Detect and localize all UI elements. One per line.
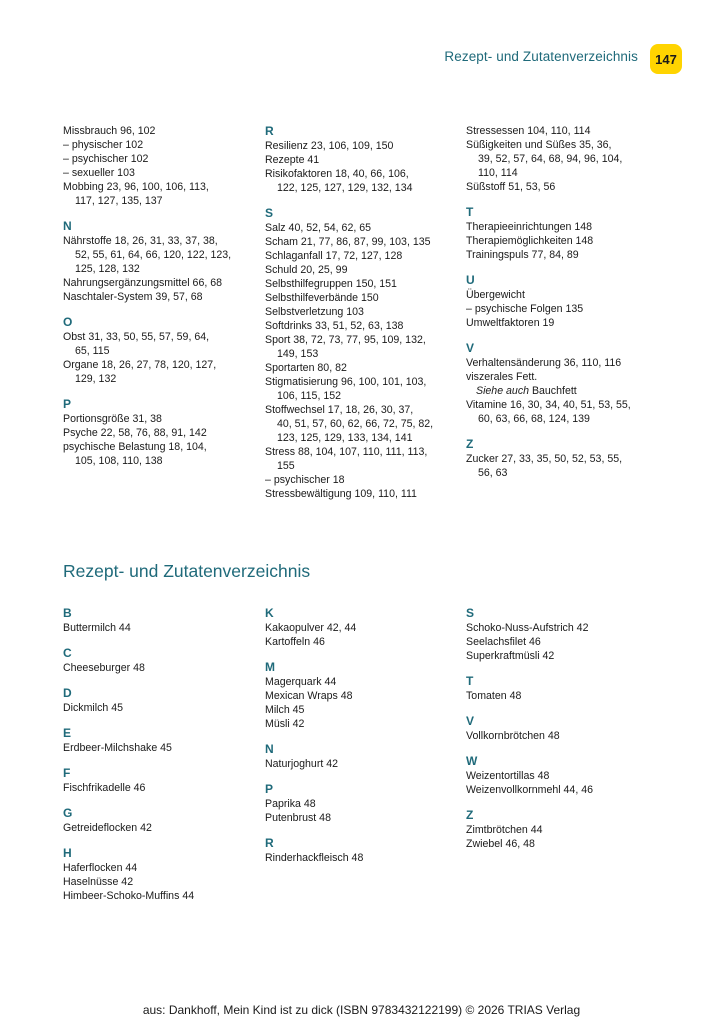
index-entry: Stigmatisierung 96, 100, 101, 103, xyxy=(265,376,427,388)
index-letter-heading: P xyxy=(265,782,274,796)
index-entry-continuation: 117, 127, 135, 137 xyxy=(75,195,163,207)
index-entry: Kakaopulver 42, 44 xyxy=(265,622,357,634)
index-entry: Weizenvollkornmehl 44, 46 xyxy=(466,784,593,796)
index-letter-heading: Z xyxy=(466,808,474,822)
index-see-also xyxy=(466,384,661,398)
index-entry: Nährstoffe 18, 26, 31, 33, 37, 38, xyxy=(63,235,218,247)
index-entry: Sportarten 80, 82 xyxy=(265,362,347,374)
index-letter-heading: R xyxy=(265,124,274,138)
index-entry-continuation: 129, 132 xyxy=(75,373,117,385)
index-entry-continuation: 125, 128, 132 xyxy=(75,263,140,275)
index-letter-heading: N xyxy=(265,742,274,756)
index-entry: Verhaltensänderung 36, 110, 116 xyxy=(466,357,622,369)
index-entry: Übergewicht xyxy=(466,289,525,301)
index-entry: Müsli 42 xyxy=(265,718,305,730)
index-letter-heading: U xyxy=(466,273,475,287)
index-entry: Vollkornbrötchen 48 xyxy=(466,730,560,742)
index-entry: Missbrauch 96, 102 xyxy=(63,125,156,137)
index-entry-continuation: 39, 52, 57, 64, 68, 94, 96, 104, xyxy=(478,153,623,165)
index-entry-continuation: 65, 115 xyxy=(75,345,110,357)
index-entry: Zucker 27, 33, 35, 50, 52, 53, 55, xyxy=(466,453,623,465)
index-subentry: – psychischer 18 xyxy=(265,474,345,486)
index-entry: Rinderhackfleisch 48 xyxy=(265,852,364,864)
index-letter-heading: T xyxy=(466,205,474,219)
index-entry-continuation: 122, 125, 127, 129, 132, 134 xyxy=(277,182,413,194)
index-entry-continuation: 60, 63, 66, 68, 124, 139 xyxy=(478,413,590,425)
index-entry: Schlaganfall 17, 72, 127, 128 xyxy=(265,250,403,262)
index-letter-heading: S xyxy=(265,206,274,220)
index-entry: Stressessen 104, 110, 114 xyxy=(466,125,591,137)
index-entry: Therapieeinrichtungen 148 xyxy=(466,221,593,233)
recipe-column-3 xyxy=(466,606,661,851)
index-entry: Rezepte 41 xyxy=(265,154,320,166)
index-entry: Schuld 20, 25, 99 xyxy=(265,264,348,276)
index-entry: Obst 31, 33, 50, 55, 57, 59, 64, xyxy=(63,331,210,343)
index-letter-heading: N xyxy=(63,219,72,233)
index-column-3 xyxy=(466,124,661,480)
page-number-badge: 147 xyxy=(650,44,682,74)
index-entry: Haselnüsse 42 xyxy=(63,876,134,888)
index-entry: Süßstoff 51, 53, 56 xyxy=(466,181,556,193)
index-entry: Zimtbrötchen 44 xyxy=(466,824,543,836)
index-entry: Portionsgröße 31, 38 xyxy=(63,413,162,425)
index-entry: Psyche 22, 58, 76, 88, 91, 142 xyxy=(63,427,207,439)
index-column-2 xyxy=(265,124,460,501)
index-entry: Nahrungsergänzungsmittel 66, 68 xyxy=(63,277,223,289)
index-entry-continuation: 56, 63 xyxy=(478,467,508,479)
index-entry-continuation: 123, 125, 129, 133, 134, 141 xyxy=(277,432,413,444)
index-entry: Kartoffeln 46 xyxy=(265,636,325,648)
index-letter-heading: D xyxy=(63,686,72,700)
index-letter-heading: B xyxy=(63,606,72,620)
index-subentry: – physischer 102 xyxy=(63,139,144,151)
index-subentry: – psychische Folgen 135 xyxy=(466,303,584,315)
recipe-column-1 xyxy=(63,606,258,903)
index-entry: Trainingspuls 77, 84, 89 xyxy=(466,249,579,261)
index-entry-continuation: 149, 153 xyxy=(277,348,319,360)
index-entry-continuation: 52, 55, 61, 64, 66, 120, 122, 123, xyxy=(75,249,232,261)
recipe-column-2 xyxy=(265,606,460,865)
index-entry: Weizentortillas 48 xyxy=(466,770,550,782)
index-letter-heading: R xyxy=(265,836,274,850)
index-entry: Paprika 48 xyxy=(265,798,316,810)
index-entry: Schoko-Nuss-Aufstrich 42 xyxy=(466,622,589,634)
index-entry: Erdbeer-Milchshake 45 xyxy=(63,742,172,754)
index-letter-heading: E xyxy=(63,726,72,740)
index-letter-heading: T xyxy=(466,674,474,688)
index-entry: psychische Belastung 18, 104, xyxy=(63,441,207,453)
index-entry: Scham 21, 77, 86, 87, 99, 103, 135 xyxy=(265,236,431,248)
index-entry: Tomaten 48 xyxy=(466,690,522,702)
index-entry: Risikofaktoren 18, 40, 66, 106, xyxy=(265,168,409,180)
index-entry-continuation: 40, 51, 57, 60, 62, 66, 72, 75, 82, xyxy=(277,418,434,430)
index-entry: viszerales Fett. xyxy=(466,371,538,383)
index-entry: Zwiebel 46, 48 xyxy=(466,838,535,850)
index-entry: Buttermilch 44 xyxy=(63,622,131,634)
index-entry: Putenbrust 48 xyxy=(265,812,331,824)
index-entry: Selbstverletzung 103 xyxy=(265,306,364,318)
index-entry: Selbsthilfeverbände 150 xyxy=(265,292,379,304)
index-letter-heading: C xyxy=(63,646,72,660)
index-column-1 xyxy=(63,124,258,468)
index-entry: Haferflocken 44 xyxy=(63,862,138,874)
see-also-label: Siehe auch xyxy=(476,385,530,397)
index-entry: Stressbewältigung 109, 110, 111 xyxy=(265,488,417,500)
recipe-index-title: Rezept- und Zutatenverzeichnis xyxy=(63,561,311,581)
index-letter-heading: S xyxy=(466,606,475,620)
index-letter-heading: Z xyxy=(466,437,474,451)
index-entry: Getreideflocken 42 xyxy=(63,822,152,834)
index-entry: Superkraftmüsli 42 xyxy=(466,650,555,662)
index-entry: Seelachsfilet 46 xyxy=(466,636,541,648)
index-entry-continuation: 155 xyxy=(277,460,295,472)
index-entry: Naschtaler-System 39, 57, 68 xyxy=(63,291,203,303)
index-entry: Mobbing 23, 96, 100, 106, 113, xyxy=(63,181,209,193)
index-letter-heading: W xyxy=(466,754,478,768)
index-entry: Sport 38, 72, 73, 77, 95, 109, 132, xyxy=(265,334,426,346)
index-entry: Organe 18, 26, 27, 78, 120, 127, xyxy=(63,359,217,371)
running-head: Rezept- und Zutatenverzeichnis xyxy=(444,49,638,64)
index-entry: Fischfrikadelle 46 xyxy=(63,782,146,794)
page-footer: aus: Dankhoff, Mein Kind ist zu dick (ISBN 9783432122199) © 2026 TRIAS Verlag xyxy=(142,1003,581,1017)
index-entry-continuation: 106, 115, 152 xyxy=(277,390,342,402)
index-entry: Stoffwechsel 17, 18, 26, 30, 37, xyxy=(265,404,414,416)
index-entry: Cheeseburger 48 xyxy=(63,662,145,674)
index-letter-heading: H xyxy=(63,846,72,860)
index-entry-continuation: 110, 114 xyxy=(478,167,518,179)
index-subentry: – sexueller 103 xyxy=(63,167,135,179)
index-entry: Softdrinks 33, 51, 52, 63, 138 xyxy=(265,320,404,332)
index-letter-heading: G xyxy=(63,806,73,820)
index-entry: Himbeer-Schoko-Muffins 44 xyxy=(63,890,195,902)
index-subentry: – psychischer 102 xyxy=(63,153,149,165)
index-entry: Therapiemöglichkeiten 148 xyxy=(466,235,594,247)
index-entry-continuation: 105, 108, 110, 138 xyxy=(75,455,163,467)
index-letter-heading: M xyxy=(265,660,275,674)
index-entry: Salz 40, 52, 54, 62, 65 xyxy=(265,222,372,234)
index-letter-heading: F xyxy=(63,766,71,780)
index-letter-heading: V xyxy=(466,341,475,355)
index-letter-heading: K xyxy=(265,606,274,620)
index-entry: Naturjoghurt 42 xyxy=(265,758,339,770)
index-entry: Stress 88, 104, 107, 110, 111, 113, xyxy=(265,446,428,458)
index-entry: Selbsthilfegruppen 150, 151 xyxy=(265,278,397,290)
index-letter-heading: V xyxy=(466,714,475,728)
index-entry: Süßigkeiten und Süßes 35, 36, xyxy=(466,139,612,151)
index-letter-heading: O xyxy=(63,315,73,329)
index-entry: Dickmilch 45 xyxy=(63,702,124,714)
index-entry: Milch 45 xyxy=(265,704,305,716)
index-entry: Mexican Wraps 48 xyxy=(265,690,353,702)
index-entry: Umweltfaktoren 19 xyxy=(466,317,555,329)
index-entry: Vitamine 16, 30, 34, 40, 51, 53, 55, xyxy=(466,399,631,411)
see-also-target: Bauchfett xyxy=(529,385,577,397)
index-entry: Magerquark 44 xyxy=(265,676,337,688)
index-entry: Resilienz 23, 106, 109, 150 xyxy=(265,140,394,152)
index-letter-heading: P xyxy=(63,397,72,411)
